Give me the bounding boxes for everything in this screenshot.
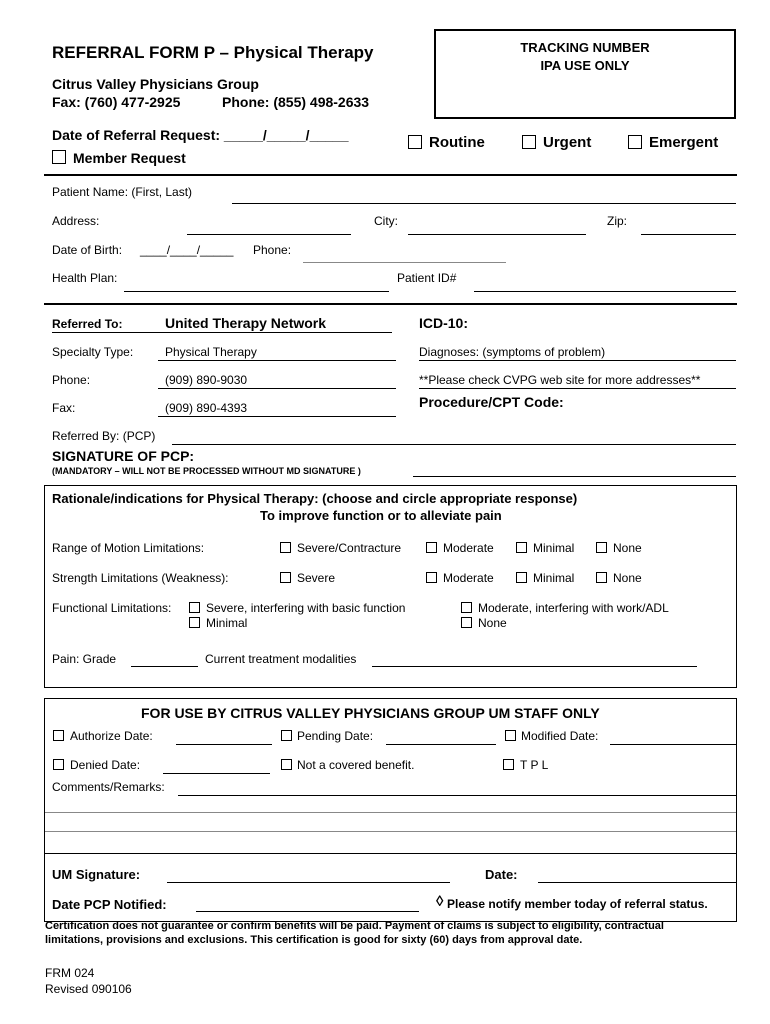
referred-by-field[interactable] [172, 444, 736, 445]
authorize-label: Authorize Date: [70, 729, 153, 743]
functional-severe-checkbox[interactable] [189, 602, 200, 613]
functional-moderate-checkbox[interactable] [461, 602, 472, 613]
pending-checkbox[interactable] [281, 730, 292, 741]
patient-phone-label: Phone: [253, 243, 292, 257]
emergent-label: Emergent [649, 134, 719, 151]
pcp-signature-label: SIGNATURE OF PCP: [52, 448, 195, 464]
um-signature-field[interactable] [167, 882, 450, 883]
functional-none-label: None [478, 616, 507, 630]
modalities-label: Current treatment modalities [205, 652, 357, 666]
health-plan-field[interactable] [124, 291, 389, 292]
pain-grade-label: Pain: Grade [52, 652, 117, 666]
specialty-underline [158, 360, 396, 361]
tracking-number-box[interactable] [434, 29, 736, 119]
patient-id-field[interactable] [474, 291, 736, 292]
strength-minimal-checkbox[interactable] [516, 572, 527, 583]
org-name: Citrus Valley Physicians Group [52, 76, 259, 92]
referral-phone-value[interactable]: (909) 890-9030 [165, 373, 248, 387]
patient-name-field[interactable] [232, 203, 736, 204]
strength-none-label: None [613, 571, 642, 585]
diagnoses-label: Diagnoses: (symptoms of problem) [419, 345, 606, 359]
rom-label: Range of Motion Limitations: [52, 541, 205, 555]
rom-severe-checkbox[interactable] [280, 542, 291, 553]
routine-checkbox[interactable] [408, 135, 422, 149]
dob-label: Date of Birth: [52, 243, 123, 257]
patient-id-label: Patient ID# [397, 271, 457, 285]
specialty-type-value[interactable]: Physical Therapy [165, 345, 257, 359]
address-label: Address: [52, 214, 100, 228]
specialty-type-label: Specialty Type: [52, 345, 134, 359]
diamond-icon: ◊ [436, 893, 444, 910]
denied-label: Denied Date: [70, 758, 141, 772]
patient-phone-field[interactable] [303, 262, 506, 263]
address-field[interactable] [187, 234, 351, 235]
tracking-label: TRACKING NUMBER [520, 40, 650, 55]
functional-none-checkbox[interactable] [461, 617, 472, 628]
member-request-checkbox[interactable] [52, 150, 66, 164]
diagnoses-field[interactable] [419, 360, 736, 361]
org-fax: Fax: (760) 477-2925 [52, 94, 181, 110]
strength-none-checkbox[interactable] [596, 572, 607, 583]
disclaimer-line-2: limitations, provisions and exclusions. This certification is good for sixty (60) days from approval date. [45, 934, 583, 946]
comments-line-1[interactable] [178, 795, 737, 796]
rom-minimal-checkbox[interactable] [516, 542, 527, 553]
ipa-use-only-label: IPA USE ONLY [540, 58, 630, 73]
date-pcp-notified-field[interactable] [196, 911, 419, 912]
disclaimer-line-1: Certification does not guarantee or confirm benefits will be paid. Payment of claims is subject to eligibility, contractual [45, 920, 664, 932]
rom-severe-label: Severe/Contracture [297, 541, 402, 555]
strength-moderate-checkbox[interactable] [426, 572, 437, 583]
urgent-checkbox[interactable] [522, 135, 536, 149]
date-pcp-notified-label: Date PCP Notified: [52, 897, 167, 912]
comments-line-3[interactable] [45, 831, 736, 832]
denied-checkbox[interactable] [53, 759, 64, 770]
comments-line-4[interactable] [45, 853, 736, 854]
referred-to-value[interactable]: United Therapy Network [165, 315, 327, 331]
not-covered-checkbox[interactable] [281, 759, 292, 770]
um-signature-label: UM Signature: [52, 867, 141, 882]
pcp-signature-field[interactable] [413, 476, 736, 477]
comments-label: Comments/Remarks: [52, 780, 165, 794]
referral-phone-underline [158, 388, 396, 389]
functional-label: Functional Limitations: [52, 601, 172, 615]
referral-date-field[interactable]: Date of Referral Request: _____/_____/_____ [52, 127, 349, 143]
functional-minimal-label: Minimal [206, 616, 248, 630]
referral-fax-underline [158, 416, 396, 417]
functional-moderate-label: Moderate, interfering with work/ADL [478, 601, 669, 615]
icd10-label: ICD-10: [419, 315, 469, 331]
divider [44, 174, 737, 176]
pcp-signature-note: (MANDATORY – WILL NOT BE PROCESSED WITHOUT MD SIGNATURE ) [52, 466, 361, 476]
referral-fax-label: Fax: [52, 401, 76, 415]
authorize-checkbox[interactable] [53, 730, 64, 741]
modified-checkbox[interactable] [505, 730, 516, 741]
rom-moderate-label: Moderate [443, 541, 494, 555]
rom-none-label: None [613, 541, 642, 555]
rom-minimal-label: Minimal [533, 541, 575, 555]
strength-severe-label: Severe [297, 571, 336, 585]
pending-label: Pending Date: [297, 729, 374, 743]
denied-date-field[interactable] [163, 773, 270, 774]
city-label: City: [374, 214, 398, 228]
divider [44, 303, 737, 305]
referred-to-label: Referred To: [52, 317, 123, 331]
procedure-cpt-label: Procedure/CPT Code: [419, 394, 564, 410]
patient-name-label: Patient Name: (First, Last) [52, 185, 193, 199]
referred-by-label: Referred By: (PCP) [52, 429, 156, 443]
revision-date: Revised 090106 [45, 982, 132, 996]
modified-date-field[interactable] [610, 744, 736, 745]
pain-grade-field[interactable] [131, 666, 198, 667]
not-covered-label: Not a covered benefit. [297, 758, 415, 772]
um-date-label: Date: [485, 867, 518, 882]
functional-minimal-checkbox[interactable] [189, 617, 200, 628]
rationale-heading: Rationale/indications for Physical Therapy: (choose and circle appropriate response) [52, 491, 578, 506]
strength-severe-checkbox[interactable] [280, 572, 291, 583]
member-request-label: Member Request [73, 150, 186, 166]
pending-date-field[interactable] [386, 744, 496, 745]
referral-fax-value[interactable]: (909) 890-4393 [165, 401, 248, 415]
authorize-date-field[interactable] [176, 744, 272, 745]
modalities-field[interactable] [372, 666, 697, 667]
referred-to-underline [52, 332, 392, 333]
referral-phone-label: Phone: [52, 373, 91, 387]
zip-field[interactable] [641, 234, 736, 235]
form-number: FRM 024 [45, 966, 95, 980]
rationale-subheading: To improve function or to alleviate pain [260, 508, 502, 523]
cvpg-address-note: **Please check CVPG web site for more addresses** [419, 373, 701, 387]
tpl-label: T P L [520, 758, 549, 772]
modified-label: Modified Date: [521, 729, 599, 743]
routine-label: Routine [429, 134, 485, 151]
org-phone: Phone: (855) 498-2633 [222, 94, 370, 110]
um-date-field[interactable] [538, 882, 736, 883]
zip-label: Zip: [607, 214, 628, 228]
rom-moderate-checkbox[interactable] [426, 542, 437, 553]
comments-line-2[interactable] [45, 812, 736, 813]
health-plan-label: Health Plan: [52, 271, 118, 285]
cvpg-note-underline [419, 388, 736, 389]
dob-field[interactable]: ____/____/_____ [140, 243, 234, 257]
functional-severe-label: Severe, interfering with basic function [206, 601, 406, 615]
um-staff-heading: FOR USE BY CITRUS VALLEY PHYSICIANS GROUP UM STAFF ONLY [141, 705, 600, 721]
strength-minimal-label: Minimal [533, 571, 575, 585]
city-field[interactable] [408, 234, 586, 235]
emergent-checkbox[interactable] [628, 135, 642, 149]
tpl-checkbox[interactable] [503, 759, 514, 770]
form-title: REFERRAL FORM P – Physical Therapy [52, 43, 374, 62]
strength-label: Strength Limitations (Weakness): [52, 571, 229, 585]
strength-moderate-label: Moderate [443, 571, 494, 585]
urgent-label: Urgent [543, 134, 592, 151]
rom-none-checkbox[interactable] [596, 542, 607, 553]
notify-member-note: Please notify member today of referral status. [447, 897, 708, 911]
